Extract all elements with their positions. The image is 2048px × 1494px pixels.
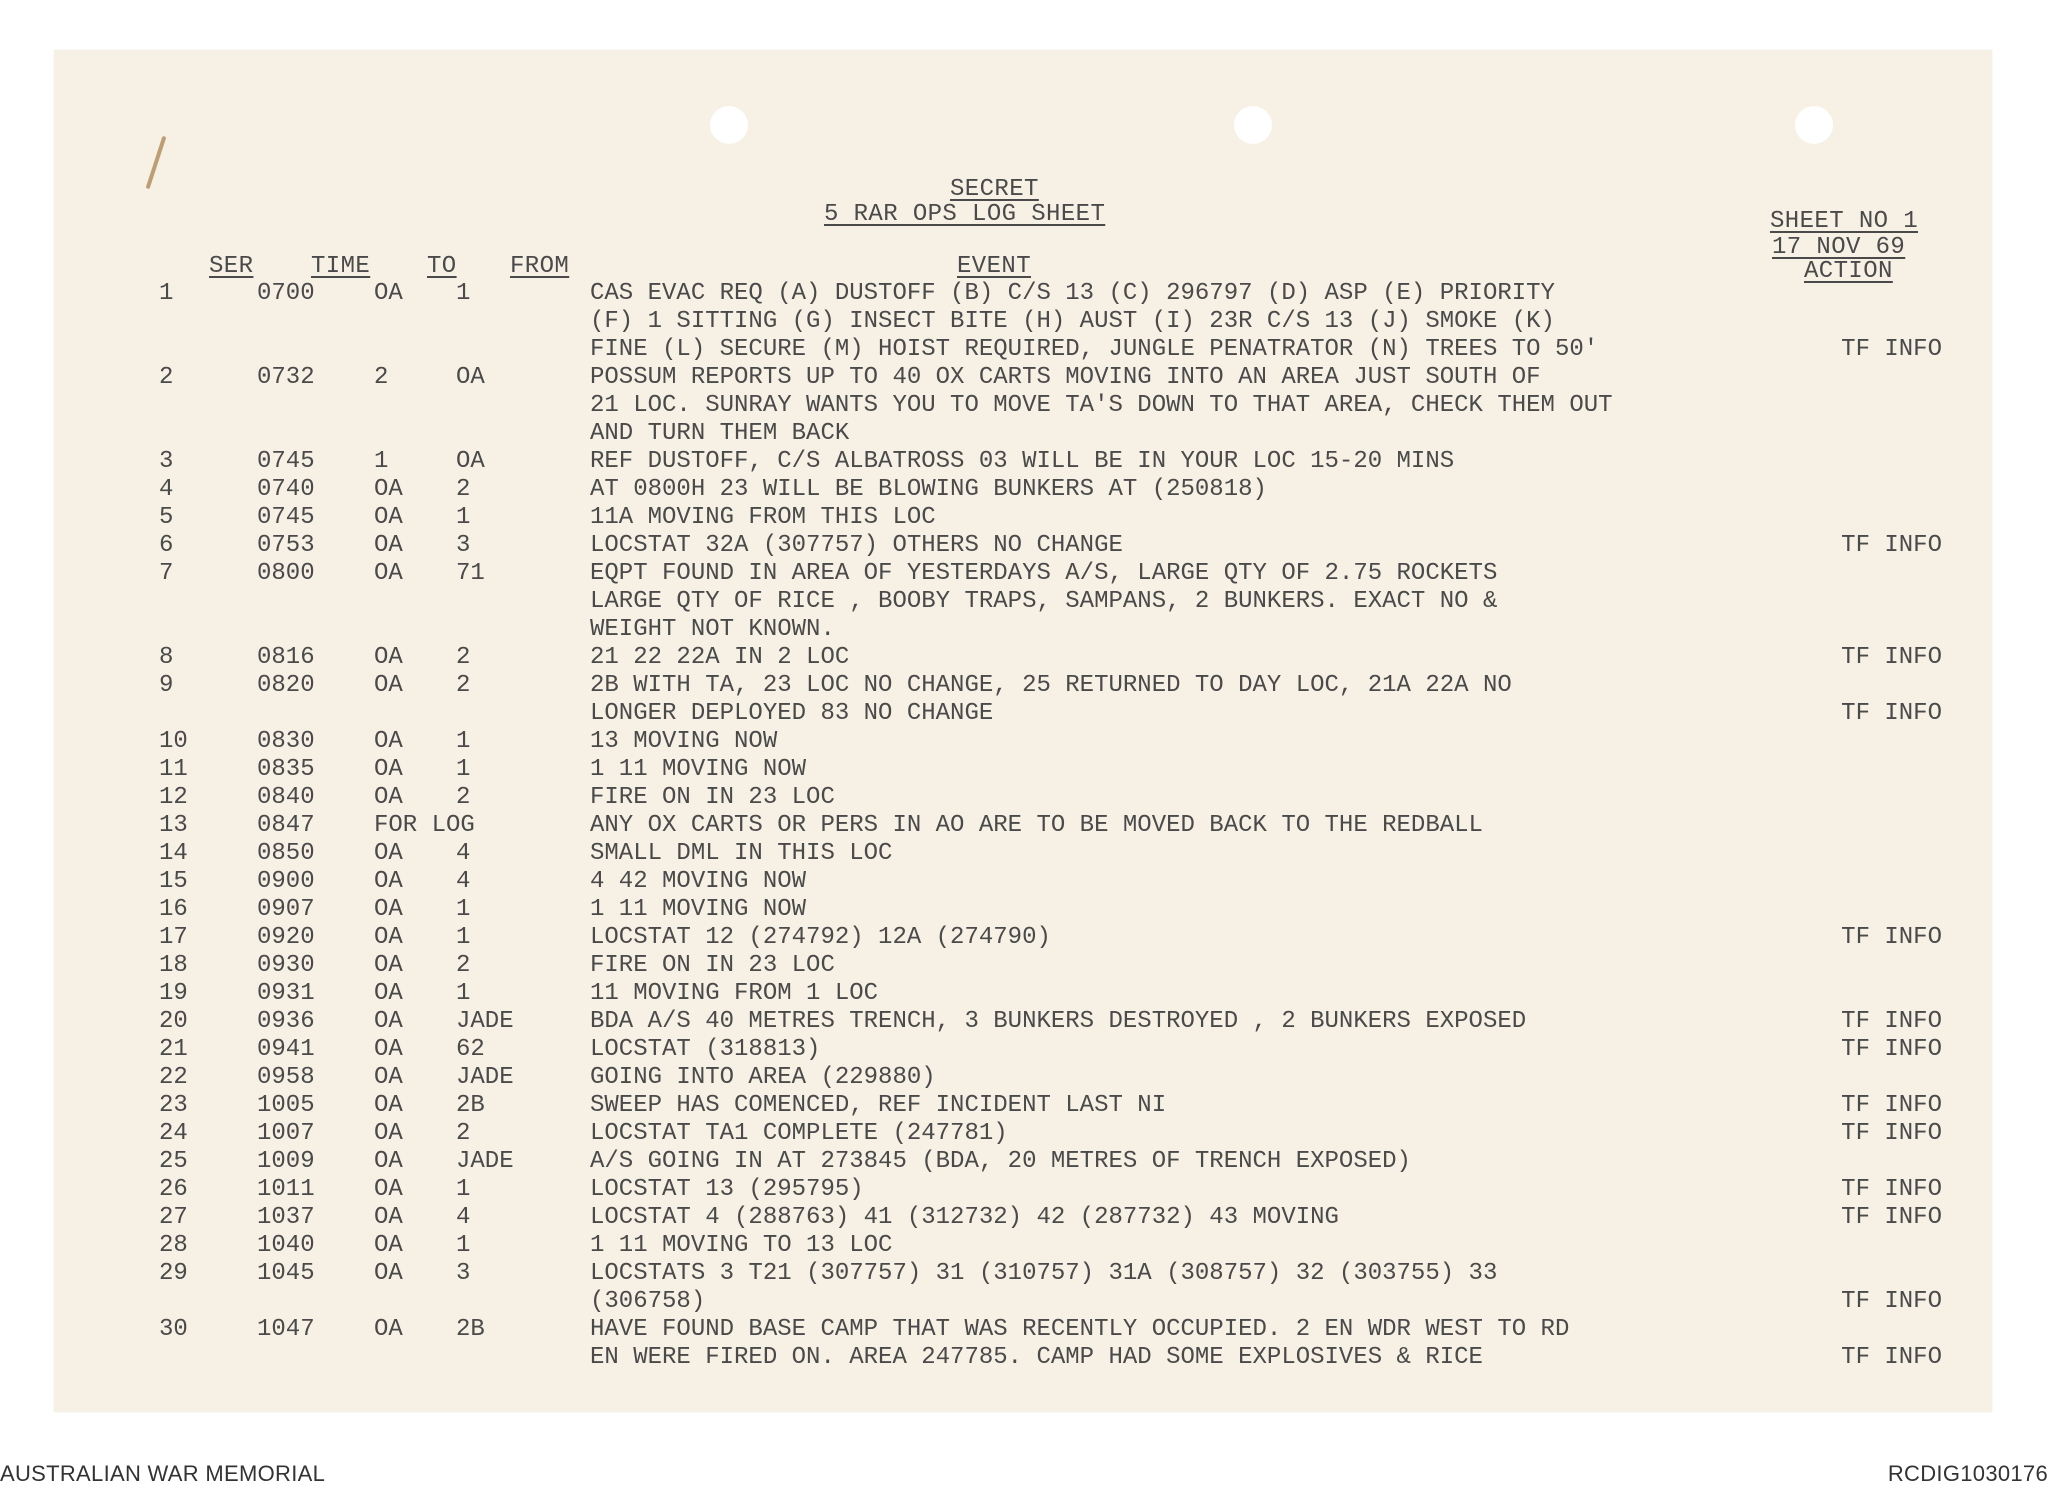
row-event <box>590 1260 1497 1316</box>
row-time: 0820 <box>257 672 315 699</box>
table-row <box>54 924 1992 952</box>
sheet-number: SHEET NO 1 <box>1770 208 1919 235</box>
row-to: OA <box>374 1036 403 1063</box>
row-to: OA <box>374 756 403 783</box>
row-ser: 17 <box>159 924 188 951</box>
row-ser: 30 <box>159 1316 188 1343</box>
row-to: OA <box>374 504 403 531</box>
row-from: OA <box>456 448 485 475</box>
paper-stain <box>146 136 167 190</box>
column-header-time: TIME <box>311 253 371 280</box>
table-row <box>54 1008 1992 1036</box>
row-event-line: 1 11 MOVING NOW <box>590 896 807 923</box>
row-event-line: ANY OX CARTS OR PERS IN AO ARE TO BE MOVED BACK TO THE REDBALL <box>590 812 1483 839</box>
row-from: 2 <box>456 952 471 979</box>
row-time: 1011 <box>257 1176 315 1203</box>
row-to: OA <box>374 840 403 867</box>
row-event <box>590 1316 1569 1372</box>
row-event-line: FINE (L) SECURE (M) HOIST REQUIRED, JUNGLE PENATRATOR (N) TREES TO 50' <box>590 336 1599 363</box>
row-to: OA <box>374 784 403 811</box>
row-time: 0740 <box>257 476 315 503</box>
row-event-line: EN WERE FIRED ON. AREA 247785. CAMP HAD SOME EXPLOSIVES & RICE <box>590 1344 1483 1371</box>
classification-heading: SECRET <box>950 176 1039 203</box>
row-to: OA <box>374 672 403 699</box>
row-from: 1 <box>456 980 471 1007</box>
row-from: 1 <box>456 728 471 755</box>
row-from: 1 <box>456 504 471 531</box>
row-to: OA <box>374 1204 403 1231</box>
row-to: OA <box>374 1176 403 1203</box>
row-from: 2B <box>456 1316 485 1343</box>
row-from: OA <box>456 364 485 391</box>
row-to: OA <box>374 952 403 979</box>
row-event <box>590 1064 936 1092</box>
log-sheet-page <box>54 50 1992 1412</box>
row-event-line: 11 MOVING FROM 1 LOC <box>590 980 879 1007</box>
table-row <box>54 756 1992 784</box>
table-row <box>54 784 1992 812</box>
row-event <box>590 364 1613 448</box>
column-header-to: TO <box>427 253 457 280</box>
row-event-line: LARGE QTY OF RICE , BOOBY TRAPS, SAMPANS, 2 BUNKERS. EXACT NO & <box>590 588 1498 615</box>
row-to: OA <box>374 1148 403 1175</box>
row-to: OA <box>374 476 403 503</box>
row-from: 1 <box>456 924 471 951</box>
row-to: OA <box>374 644 403 671</box>
row-event-line: 21 LOC. SUNRAY WANTS YOU TO MOVE TA'S DOWN TO THAT AREA, CHECK THEM OUT <box>590 392 1613 419</box>
table-row <box>54 952 1992 980</box>
column-header-action: ACTION <box>1804 258 1893 285</box>
row-action: TF INFO <box>1841 700 1942 727</box>
row-from: 2B <box>456 1092 485 1119</box>
row-action: TF INFO <box>1841 924 1942 951</box>
column-header-from: FROM <box>510 253 570 280</box>
table-row <box>54 1316 1992 1372</box>
row-time: 1007 <box>257 1120 315 1147</box>
row-to: OA <box>374 1064 403 1091</box>
row-action: TF INFO <box>1841 1176 1942 1203</box>
row-event-line: LOCSTAT 32A (307757) OTHERS NO CHANGE <box>590 532 1123 559</box>
row-time: 0800 <box>257 560 315 587</box>
table-row <box>54 644 1992 672</box>
row-event <box>590 812 1483 840</box>
row-time: 0753 <box>257 532 315 559</box>
row-ser: 2 <box>159 364 174 391</box>
row-event-line: 11A MOVING FROM THIS LOC <box>590 504 936 531</box>
table-row <box>54 1232 1992 1260</box>
row-event-line: A/S GOING IN AT 273845 (BDA, 20 METRES OF TRENCH EXPOSED) <box>590 1148 1411 1175</box>
table-row <box>54 364 1992 448</box>
table-row <box>54 896 1992 924</box>
row-from: 71 <box>456 560 485 587</box>
table-row <box>54 1036 1992 1064</box>
row-ser: 9 <box>159 672 174 699</box>
row-from: 4 <box>456 868 471 895</box>
row-ser: 5 <box>159 504 174 531</box>
row-ser: 26 <box>159 1176 188 1203</box>
row-ser: 3 <box>159 448 174 475</box>
row-time: 1037 <box>257 1204 315 1231</box>
row-to: OA <box>374 980 403 1007</box>
table-row <box>54 980 1992 1008</box>
footer-id: RCDIG1030176 <box>1887 1461 2048 1486</box>
row-event <box>590 504 936 532</box>
row-event <box>590 672 1512 728</box>
table-row <box>54 532 1992 560</box>
row-ser: 21 <box>159 1036 188 1063</box>
row-event-line: 2B WITH TA, 23 LOC NO CHANGE, 25 RETURNED TO DAY LOC, 21A 22A NO <box>590 672 1512 699</box>
row-time: 0930 <box>257 952 315 979</box>
row-to: OA <box>374 1316 403 1343</box>
row-ser: 11 <box>159 756 188 783</box>
row-from: 2 <box>456 476 471 503</box>
table-row <box>54 1260 1992 1316</box>
row-ser: 18 <box>159 952 188 979</box>
table-row <box>54 560 1992 644</box>
row-from: 2 <box>456 784 471 811</box>
row-from: 4 <box>456 1204 471 1231</box>
row-event <box>590 756 806 784</box>
row-action: TF INFO <box>1841 532 1942 559</box>
row-event <box>590 980 878 1008</box>
table-row <box>54 1148 1992 1176</box>
row-to: OA <box>374 532 403 559</box>
row-time: 0732 <box>257 364 315 391</box>
row-from: 3 <box>456 1260 471 1287</box>
row-action: TF INFO <box>1841 1036 1942 1063</box>
row-from: JADE <box>456 1148 514 1175</box>
table-row <box>54 672 1992 728</box>
row-to: OA <box>374 728 403 755</box>
row-time: 0835 <box>257 756 315 783</box>
punch-hole <box>1795 106 1833 144</box>
table-row <box>54 728 1992 756</box>
row-event <box>590 952 835 980</box>
table-row <box>54 1204 1992 1232</box>
row-event-line: WEIGHT NOT KNOWN. <box>590 616 835 643</box>
row-time: 1047 <box>257 1316 315 1343</box>
row-event-line: LOCSTAT 13 (295795) <box>590 1176 864 1203</box>
footer-credit: AUSTRALIAN WAR MEMORIAL <box>0 1461 326 1486</box>
row-event <box>590 1148 1411 1176</box>
punch-hole <box>710 106 748 144</box>
row-to: OA <box>374 560 403 587</box>
row-time: 0900 <box>257 868 315 895</box>
row-event-line: 21 22 22A IN 2 LOC <box>590 644 850 671</box>
row-to: FOR LOG <box>374 812 475 839</box>
row-event <box>590 924 1051 952</box>
row-from: 1 <box>456 1176 471 1203</box>
log-table <box>54 280 1992 1372</box>
row-ser: 29 <box>159 1260 188 1287</box>
row-time: 0816 <box>257 644 315 671</box>
row-event-line: GOING INTO AREA (229880) <box>590 1064 936 1091</box>
row-event-line: LOCSTAT 12 (274792) 12A (274790) <box>590 924 1051 951</box>
row-from: 4 <box>456 840 471 867</box>
row-action: TF INFO <box>1841 1204 1942 1231</box>
row-to: OA <box>374 280 403 307</box>
row-action: TF INFO <box>1841 1344 1942 1371</box>
row-time: 0936 <box>257 1008 315 1035</box>
row-event-line: POSSUM REPORTS UP TO 40 OX CARTS MOVING INTO AN AREA JUST SOUTH OF <box>590 364 1541 391</box>
row-ser: 14 <box>159 840 188 867</box>
row-from: 3 <box>456 532 471 559</box>
row-from: 2 <box>456 672 471 699</box>
row-ser: 24 <box>159 1120 188 1147</box>
row-event <box>590 1008 1526 1036</box>
row-ser: 15 <box>159 868 188 895</box>
row-event <box>590 728 777 756</box>
row-event-line: LOCSTAT TA1 COMPLETE (247781) <box>590 1120 1008 1147</box>
row-time: 1045 <box>257 1260 315 1287</box>
row-action: TF INFO <box>1841 1120 1942 1147</box>
row-event <box>590 476 1267 504</box>
row-to: OA <box>374 1008 403 1035</box>
row-from: JADE <box>456 1008 514 1035</box>
row-action: TF INFO <box>1841 1288 1942 1315</box>
table-row <box>54 280 1992 364</box>
row-from: 2 <box>456 644 471 671</box>
row-from: 1 <box>456 756 471 783</box>
sheet-date: 17 NOV 69 <box>1772 234 1906 261</box>
row-to: OA <box>374 1260 403 1287</box>
row-event-line: LOCSTATS 3 T21 (307757) 31 (310757) 31A (308757) 32 (303755) 33 <box>590 1260 1498 1287</box>
row-to: OA <box>374 1092 403 1119</box>
row-to: OA <box>374 868 403 895</box>
row-time: 1005 <box>257 1092 315 1119</box>
row-to: OA <box>374 1120 403 1147</box>
row-ser: 25 <box>159 1148 188 1175</box>
row-ser: 22 <box>159 1064 188 1091</box>
row-time: 0931 <box>257 980 315 1007</box>
row-event-line: (306758) <box>590 1288 706 1315</box>
row-from: 62 <box>456 1036 485 1063</box>
row-event-line: (F) 1 SITTING (G) INSECT BITE (H) AUST (I) 23R C/S 13 (J) SMOKE (K) <box>590 308 1555 335</box>
table-row <box>54 1176 1992 1204</box>
row-time: 0840 <box>257 784 315 811</box>
row-event-line: LOCSTAT 4 (288763) 41 (312732) 42 (287732) 43 MOVING <box>590 1204 1339 1231</box>
table-row <box>54 504 1992 532</box>
row-ser: 28 <box>159 1232 188 1259</box>
row-from: 2 <box>456 1120 471 1147</box>
row-event <box>590 1204 1339 1232</box>
row-ser: 7 <box>159 560 174 587</box>
row-event <box>590 868 806 896</box>
row-time: 0830 <box>257 728 315 755</box>
row-event-line: LOCSTAT (318813) <box>590 1036 821 1063</box>
row-event <box>590 840 892 868</box>
row-event <box>590 896 806 924</box>
row-event-line: 1 11 MOVING TO 13 LOC <box>590 1232 893 1259</box>
row-event <box>590 1036 820 1064</box>
page-title: 5 RAR OPS LOG SHEET <box>824 201 1106 228</box>
row-event-line: 1 11 MOVING NOW <box>590 756 807 783</box>
row-time: 0700 <box>257 280 315 307</box>
row-ser: 23 <box>159 1092 188 1119</box>
row-event-line: EQPT FOUND IN AREA OF YESTERDAYS A/S, LARGE QTY OF 2.75 ROCKETS <box>590 560 1498 587</box>
row-to: 2 <box>374 364 389 391</box>
column-header-ser: SER <box>209 253 254 280</box>
table-row <box>54 812 1992 840</box>
row-ser: 13 <box>159 812 188 839</box>
column-header-event: EVENT <box>957 253 1032 280</box>
row-event <box>590 1120 1008 1148</box>
row-ser: 10 <box>159 728 188 755</box>
row-event-line: LONGER DEPLOYED 83 NO CHANGE <box>590 700 994 727</box>
row-time: 0907 <box>257 896 315 923</box>
table-row <box>54 1092 1992 1120</box>
row-ser: 12 <box>159 784 188 811</box>
row-ser: 16 <box>159 896 188 923</box>
row-event-line: 4 42 MOVING NOW <box>590 868 807 895</box>
row-from: 1 <box>456 280 471 307</box>
table-row <box>54 840 1992 868</box>
row-action: TF INFO <box>1841 336 1942 363</box>
row-event-line: HAVE FOUND BASE CAMP THAT WAS RECENTLY OCCUPIED. 2 EN WDR WEST TO RD <box>590 1316 1570 1343</box>
row-event-line: BDA A/S 40 METRES TRENCH, 3 BUNKERS DESTROYED , 2 BUNKERS EXPOSED <box>590 1008 1527 1035</box>
table-row <box>54 868 1992 896</box>
row-ser: 19 <box>159 980 188 1007</box>
row-event <box>590 560 1497 644</box>
row-time: 0745 <box>257 504 315 531</box>
row-event <box>590 644 849 672</box>
row-ser: 4 <box>159 476 174 503</box>
row-time: 0958 <box>257 1064 315 1091</box>
punch-hole <box>1234 106 1272 144</box>
row-event-line: REF DUSTOFF, C/S ALBATROSS 03 WILL BE IN YOUR LOC 15-20 MINS <box>590 448 1455 475</box>
row-ser: 27 <box>159 1204 188 1231</box>
row-time: 1040 <box>257 1232 315 1259</box>
row-event-line: CAS EVAC REQ (A) DUSTOFF (B) C/S 13 (C) 296797 (D) ASP (E) PRIORITY <box>590 280 1555 307</box>
row-event <box>590 1176 864 1204</box>
row-time: 0850 <box>257 840 315 867</box>
row-action: TF INFO <box>1841 1008 1942 1035</box>
table-row <box>54 448 1992 476</box>
row-action: TF INFO <box>1841 1092 1942 1119</box>
row-time: 0745 <box>257 448 315 475</box>
row-event <box>590 784 835 812</box>
row-action: TF INFO <box>1841 644 1942 671</box>
row-from: 1 <box>456 1232 471 1259</box>
table-row <box>54 1120 1992 1148</box>
row-event <box>590 448 1454 476</box>
row-time: 0847 <box>257 812 315 839</box>
row-from: 1 <box>456 896 471 923</box>
row-event <box>590 532 1123 560</box>
row-time: 1009 <box>257 1148 315 1175</box>
row-ser: 6 <box>159 532 174 559</box>
row-ser: 8 <box>159 644 174 671</box>
row-event <box>590 1092 1166 1120</box>
row-event <box>590 1232 892 1260</box>
row-ser: 20 <box>159 1008 188 1035</box>
row-event-line: SMALL DML IN THIS LOC <box>590 840 893 867</box>
row-time: 0920 <box>257 924 315 951</box>
row-event-line: AND TURN THEM BACK <box>590 420 850 447</box>
row-from: JADE <box>456 1064 514 1091</box>
row-ser: 1 <box>159 280 174 307</box>
row-event-line: FIRE ON IN 23 LOC <box>590 952 835 979</box>
row-event-line: SWEEP HAS COMENCED, REF INCIDENT LAST NI <box>590 1092 1167 1119</box>
row-event-line: FIRE ON IN 23 LOC <box>590 784 835 811</box>
row-to: OA <box>374 1232 403 1259</box>
row-time: 0941 <box>257 1036 315 1063</box>
row-event-line: 13 MOVING NOW <box>590 728 778 755</box>
row-event <box>590 280 1598 364</box>
row-to: OA <box>374 924 403 951</box>
row-to: OA <box>374 896 403 923</box>
row-event-line: AT 0800H 23 WILL BE BLOWING BUNKERS AT (250818) <box>590 476 1267 503</box>
table-row <box>54 476 1992 504</box>
row-to: 1 <box>374 448 389 475</box>
table-row <box>54 1064 1992 1092</box>
